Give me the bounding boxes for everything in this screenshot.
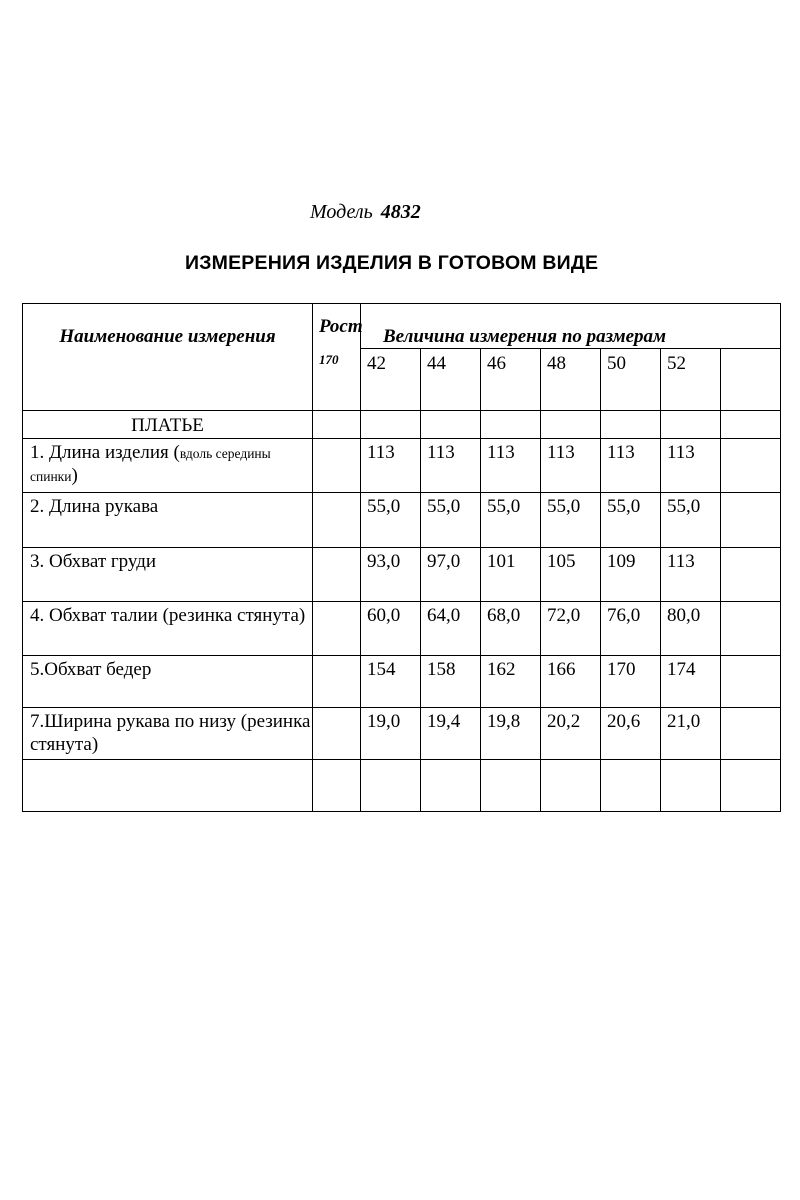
table-row (23, 656, 781, 708)
row-rost-cell (313, 656, 361, 708)
row-value: 76,0 (601, 602, 661, 656)
header-rost (313, 304, 361, 411)
size-header-46: 46 (481, 349, 541, 411)
row-value: 55,0 (661, 493, 721, 548)
row-value: 113 (421, 439, 481, 493)
row-value: 113 (601, 439, 661, 493)
row-label-note: вдоль середины спинки (30, 446, 271, 484)
row-value: 174 (661, 656, 721, 708)
row-rost-cell (313, 602, 361, 656)
row-value: 64,0 (421, 602, 481, 656)
row-value: 97,0 (421, 548, 481, 602)
row-rost-cell (313, 493, 361, 548)
row-blank-cell (721, 439, 781, 493)
size-header-44: 44 (421, 349, 481, 411)
row-value: 19,4 (421, 708, 481, 760)
row-blank-cell (721, 708, 781, 760)
model-number: 4832 (380, 201, 421, 223)
row-label (23, 548, 313, 602)
row-label-text: 4. Обхват талии (резинка стянута) (30, 605, 306, 627)
row-blank-cell (721, 548, 781, 602)
row-value: 93,0 (361, 548, 421, 602)
row-value: 55,0 (421, 493, 481, 548)
section-row (23, 411, 781, 439)
model-label: Модель (310, 201, 373, 223)
size-header-52: 52 (661, 349, 721, 411)
size-header-50: 50 (601, 349, 661, 411)
row-value: 162 (481, 656, 541, 708)
header-measurement-name: Наименование измерения (23, 304, 313, 411)
empty-row (23, 760, 781, 812)
row-value: 55,0 (481, 493, 541, 548)
page-heading: ИЗМЕРЕНИЯ ИЗДЕЛИЯ В ГОТОВОМ ВИДЕ (185, 252, 599, 274)
row-blank-cell (721, 602, 781, 656)
row-value: 101 (481, 548, 541, 602)
row-label-text: 1. Длина изделия ( (30, 442, 180, 464)
row-label-text: 3. Обхват груди (30, 551, 157, 573)
row-value: 68,0 (481, 602, 541, 656)
row-value: 20,2 (541, 708, 601, 760)
row-label-text: 2. Длина рукава (30, 496, 159, 518)
table-row (23, 708, 781, 760)
row-label (23, 602, 313, 656)
row-label (23, 439, 313, 493)
table-row (23, 493, 781, 548)
row-value: 158 (421, 656, 481, 708)
row-value: 60,0 (361, 602, 421, 656)
row-label (23, 656, 313, 708)
row-value: 80,0 (661, 602, 721, 656)
row-value: 19,0 (361, 708, 421, 760)
row-value: 154 (361, 656, 421, 708)
row-value: 109 (601, 548, 661, 602)
row-label-text: 7.Ширина рукава по низу (резинка стянута) (30, 711, 311, 755)
rost-value: 170 (319, 352, 339, 368)
header-sizes: Величина измерения по размерам (361, 304, 781, 349)
row-label (23, 493, 313, 548)
row-label (23, 708, 313, 760)
row-value: 113 (661, 548, 721, 602)
measurements-table (22, 303, 781, 812)
size-header-42: 42 (361, 349, 421, 411)
section-label: ПЛАТЬЕ (23, 411, 313, 439)
row-value: 55,0 (541, 493, 601, 548)
row-value: 170 (601, 656, 661, 708)
row-value: 113 (541, 439, 601, 493)
row-value: 113 (661, 439, 721, 493)
table-row (23, 548, 781, 602)
row-value: 113 (481, 439, 541, 493)
size-header-blank (721, 349, 781, 411)
row-blank-cell (721, 656, 781, 708)
rost-label: Рост (319, 316, 363, 337)
row-value: 166 (541, 656, 601, 708)
table-row (23, 439, 781, 493)
row-value: 55,0 (601, 493, 661, 548)
row-blank-cell (721, 493, 781, 548)
row-label-end: ) (71, 464, 78, 486)
row-rost-cell (313, 708, 361, 760)
row-value: 19,8 (481, 708, 541, 760)
row-value: 55,0 (361, 493, 421, 548)
table-row (23, 602, 781, 656)
row-rost-cell (313, 439, 361, 493)
row-value: 113 (361, 439, 421, 493)
model-title (310, 201, 421, 224)
row-label-text: 5.Обхват бедер (30, 659, 152, 681)
row-value: 72,0 (541, 602, 601, 656)
row-value: 20,6 (601, 708, 661, 760)
row-rost-cell (313, 548, 361, 602)
row-value: 105 (541, 548, 601, 602)
size-header-48: 48 (541, 349, 601, 411)
row-value: 21,0 (661, 708, 721, 760)
